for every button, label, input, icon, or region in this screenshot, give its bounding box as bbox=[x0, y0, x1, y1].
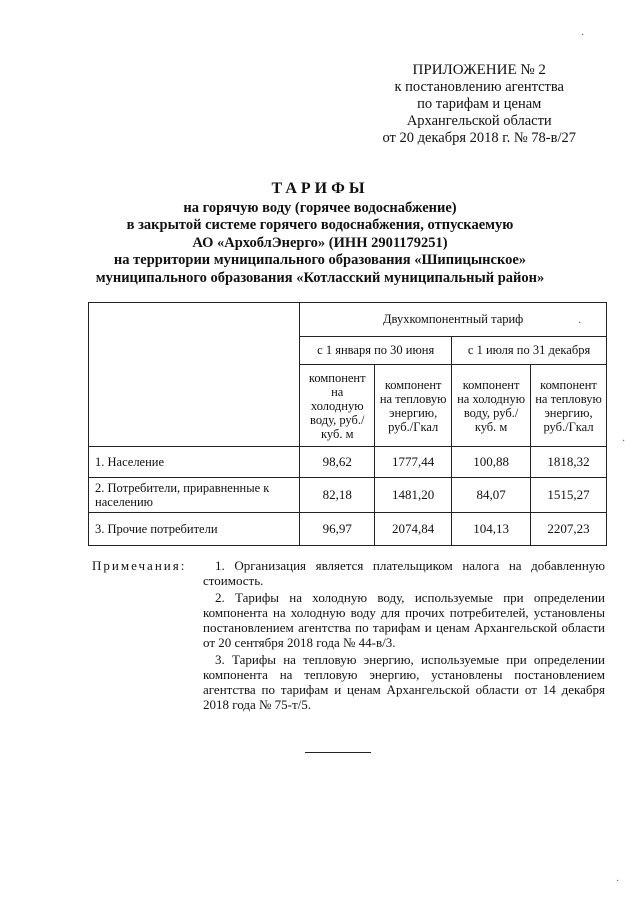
appendix-heading: ПРИЛОЖЕНИЕ № 2 bbox=[412, 62, 546, 78]
table-cell: 2207,23 bbox=[531, 513, 607, 546]
period-header: с 1 июля по 31 декабря bbox=[452, 337, 607, 365]
scan-speck: · bbox=[616, 876, 620, 887]
note-item: 2. Тарифы на холодную воду, используемые при определении компонента на холодную воду для прочих потребителей, установлены постановлением агентства по тарифам и ценам Архангельской области от 20 сентября 2018 года № 44-в/3. bbox=[203, 590, 605, 650]
table-cell: 84,07 bbox=[452, 478, 531, 513]
row-label: 3. Прочие потребители bbox=[89, 513, 300, 546]
table-header-row bbox=[89, 303, 607, 337]
header-empty-cell bbox=[89, 303, 300, 447]
note-item: 1. Организация является плательщиком налога на добавленную стоимость. bbox=[203, 558, 605, 588]
row-label: 1. Население bbox=[89, 447, 300, 478]
table-row bbox=[89, 447, 607, 478]
scan-speck: · bbox=[578, 318, 582, 329]
component-header: компонент на холодную воду, руб./куб. м bbox=[452, 365, 531, 447]
component-header: компонент на тепловую энергию, руб./Гкал bbox=[531, 365, 607, 447]
table-cell: 2074,84 bbox=[375, 513, 452, 546]
table-cell: 82,18 bbox=[300, 478, 375, 513]
group-header: Двухкомпонентный тариф bbox=[300, 303, 607, 337]
title-line: на территории муниципального образования «Шипицынское» bbox=[113, 252, 527, 268]
document-title bbox=[0, 180, 640, 287]
table-cell: 104,13 bbox=[452, 513, 531, 546]
tariff-table bbox=[88, 302, 607, 546]
title-line: муниципального образования «Котласский муниципальный район» bbox=[95, 269, 545, 286]
table-cell: 1481,20 bbox=[375, 478, 452, 513]
title-main: ТАРИФЫ bbox=[271, 180, 369, 197]
table-cell: 98,62 bbox=[300, 447, 375, 478]
title-line: АО «АрхоблЭнерго» (ИНН 2901179251) bbox=[192, 234, 448, 251]
note-item: 3. Тарифы на тепловую энергию, используемые при определении компонента на тепловую энергию, установлены постановлением агентства по тарифам и ценам Архангельской области от 14 декабря 2018 года № 75-т/5. bbox=[203, 652, 605, 712]
scan-speck: · bbox=[581, 30, 585, 41]
appendix-line: от 20 декабря 2018 г. № 78-в/27 bbox=[382, 130, 576, 146]
table-row bbox=[89, 478, 607, 513]
appendix-line: Архангельской области bbox=[406, 113, 552, 129]
notes bbox=[203, 558, 605, 714]
appendix-line: по тарифам и ценам bbox=[417, 96, 542, 112]
component-header: компонент на холодную воду, руб./куб. м bbox=[300, 365, 375, 447]
notes-label: Примечания: bbox=[92, 558, 187, 573]
period-header: с 1 января по 30 июня bbox=[300, 337, 452, 365]
appendix-line: к постановлению агентства bbox=[394, 79, 564, 95]
table-cell: 96,97 bbox=[300, 513, 375, 546]
table-cell: 1818,32 bbox=[531, 447, 607, 478]
table-cell: 1515,27 bbox=[531, 478, 607, 513]
separator-line bbox=[305, 752, 371, 753]
component-header: компонент на тепловую энергию, руб./Гкал bbox=[375, 365, 452, 447]
table-row bbox=[89, 513, 607, 546]
appendix-header bbox=[383, 62, 577, 147]
table-cell: 100,88 bbox=[452, 447, 531, 478]
row-label: 2. Потребители, приравненные к населению bbox=[89, 478, 300, 513]
title-line: в закрытой системе горячего водоснабжения, отпускаемую bbox=[126, 217, 514, 233]
table-cell: 1777,44 bbox=[375, 447, 452, 478]
scan-speck: · bbox=[622, 436, 626, 447]
title-line: на горячую воду (горячее водоснабжение) bbox=[183, 199, 457, 216]
